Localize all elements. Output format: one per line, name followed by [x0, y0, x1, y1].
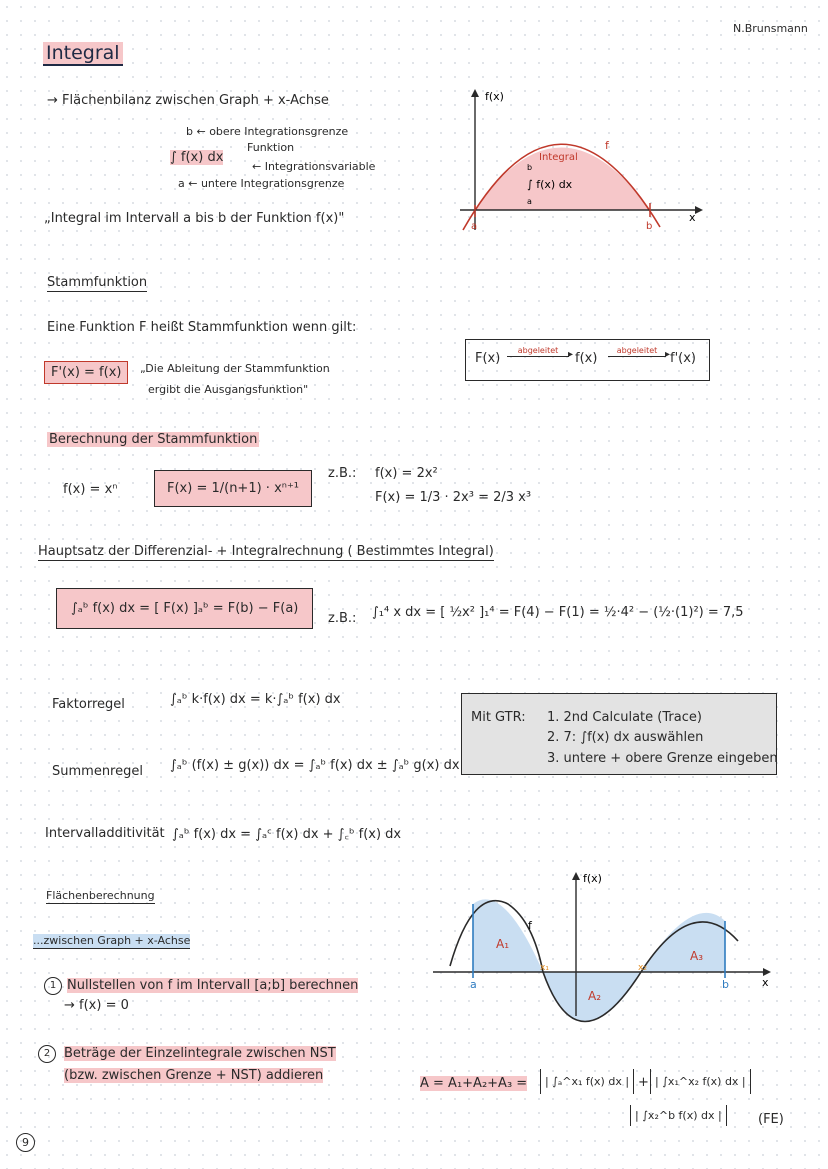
- graph2-A1-label: A₁: [496, 937, 510, 951]
- stammfunktion-quote-2: ergibt die Ausgangsfunktion": [148, 383, 309, 396]
- author-name: N.Brunsmann: [733, 22, 808, 35]
- graph-integral: [455, 85, 705, 235]
- graph2-y-label: f(x): [583, 872, 602, 885]
- hauptsatz-example-label: z.B.:: [328, 611, 357, 626]
- graph1-b-label: b: [646, 221, 653, 232]
- chain-arrow-1: abgeleitet ▸: [507, 346, 569, 357]
- chain-f: f(x): [575, 351, 598, 366]
- graph1-area-label: Integral: [539, 152, 578, 163]
- flaechen-heading: Flächenberechnung: [46, 889, 155, 902]
- graph2-x1-label: x₁: [540, 963, 549, 973]
- area-plus-1: +: [638, 1075, 649, 1090]
- page-number: 9: [16, 1133, 35, 1152]
- graph1-y-label: f(x): [485, 90, 504, 103]
- graph1-f-label: f: [605, 139, 609, 152]
- f-definition: f(x) = xⁿ: [63, 482, 118, 497]
- hauptsatz-example: ∫₁⁴ x dx = [ ½x² ]₁⁴ = F(4) − F(1) = ½·4² − (½·(1)²) = 7,5: [372, 605, 744, 620]
- stammfunktion-formula: F'(x) = f(x): [44, 361, 128, 384]
- berechnung-heading: Berechnung der Stammfunktion: [49, 432, 258, 447]
- gtr-step-3: 3. untere + obere Grenze eingeben: [547, 751, 778, 766]
- gtr-step-2: 2. 7: ∫f(x) dx auswählen: [547, 730, 704, 745]
- graph1-area-upper: b: [527, 163, 533, 172]
- lower-limit-label: a ← untere Integrationsgrenze: [178, 177, 345, 190]
- function-label: Funktion: [247, 141, 295, 154]
- area-unit: (FE): [758, 1112, 784, 1127]
- graph2-b-label: b: [722, 978, 729, 991]
- intervall-name: Intervalladditivität: [45, 826, 165, 841]
- graph1-a-label: a: [471, 221, 478, 232]
- gtr-label: Mit GTR:: [471, 710, 526, 725]
- graph1-x-label: x: [689, 211, 696, 224]
- stammfunktion-heading: Stammfunktion: [47, 275, 148, 290]
- faktorregel-formula: ∫ₐᵇ k·f(x) dx = k·∫ₐᵇ f(x) dx: [170, 692, 341, 707]
- intro-line: → Flächenbilanz zwischen Graph + x-Achse: [47, 93, 329, 108]
- chain-arrow-2: abgeleitet ▸: [608, 346, 666, 357]
- page-title: Integral: [43, 42, 123, 64]
- step2-number: 2: [38, 1045, 56, 1063]
- area-sum-formula: A = A₁+A₂+A₃ =: [420, 1076, 528, 1091]
- step2-line-1: Beträge der Einzelintegrale zwischen NST: [64, 1046, 336, 1061]
- graph2-area-A3: [641, 913, 725, 972]
- stammfunktion-definition: Eine Funktion F heißt Stammfunktion wenn gilt:: [47, 320, 357, 335]
- graph2-x-label: x: [762, 976, 769, 989]
- area-term-2-box: | ∫x₁^x₂ f(x) dx |: [650, 1069, 751, 1094]
- chain-fprime: f'(x): [670, 351, 696, 366]
- hauptsatz-formula: ∫ₐᵇ f(x) dx = [ F(x) ]ₐᵇ = F(b) − F(a): [56, 588, 313, 629]
- flaechen-subheading: ...zwischen Graph + x-Achse: [33, 934, 191, 947]
- graph2-x2-label: x₂: [638, 963, 647, 973]
- variable-label: ← Integrationsvariable: [252, 160, 376, 173]
- upper-limit-label: b ← obere Integrationsgrenze: [186, 125, 349, 138]
- summenregel-name: Summenregel: [52, 764, 143, 779]
- intro-quote: „Integral im Intervall a bis b der Funktion f(x)": [44, 211, 345, 226]
- graph1-area-lower: a: [527, 197, 532, 206]
- step1-text: Nullstellen von f im Intervall [a;b] berechnen: [67, 978, 359, 993]
- graph2-a-label: a: [470, 978, 477, 991]
- step2-line-2: (bzw. zwischen Grenze + NST) addieren: [64, 1068, 324, 1083]
- summenregel-formula: ∫ₐᵇ (f(x) ± g(x)) dx = ∫ₐᵇ f(x) dx ± ∫ₐᵇ g(x) dx: [170, 758, 460, 773]
- graph2-A2-label: A₂: [588, 989, 602, 1003]
- graph2-f-label: f: [528, 919, 532, 932]
- faktorregel-name: Faktorregel: [52, 697, 125, 712]
- berechnung-example-2: F(x) = 1/3 · 2x³ = 2/3 x³: [375, 490, 532, 505]
- hauptsatz-heading: Hauptsatz der Differenzial- + Integralrechnung ( Bestimmtes Integral): [38, 544, 494, 559]
- chain-F: F(x): [475, 351, 501, 366]
- F-definition: F(x) = 1/(n+1) · xⁿ⁺¹: [154, 470, 312, 507]
- graph-areas: [428, 866, 778, 1026]
- gtr-step-1: 1. 2nd Calculate (Trace): [547, 710, 702, 725]
- intervall-formula: ∫ₐᵇ f(x) dx = ∫ₐᶜ f(x) dx + ∫꜀ᵇ f(x) dx: [172, 827, 402, 842]
- berechnung-example-1: f(x) = 2x²: [375, 466, 438, 481]
- step1-number: 1: [44, 977, 62, 995]
- graph2-A3-label: A₃: [690, 949, 704, 963]
- berechnung-example-label: z.B.:: [328, 466, 357, 481]
- step1-equation: → f(x) = 0: [64, 998, 129, 1013]
- stammfunktion-quote-1: „Die Ableitung der Stammfunktion: [140, 362, 330, 375]
- intro-integral: ∫ f(x) dx: [170, 150, 224, 165]
- graph1-area-expr: ∫ f(x) dx: [527, 178, 573, 191]
- area-term-3: | ∫x₂^b f(x) dx |: [630, 1105, 727, 1126]
- area-term-1: | ∫ₐ^x₁ f(x) dx |: [540, 1069, 634, 1094]
